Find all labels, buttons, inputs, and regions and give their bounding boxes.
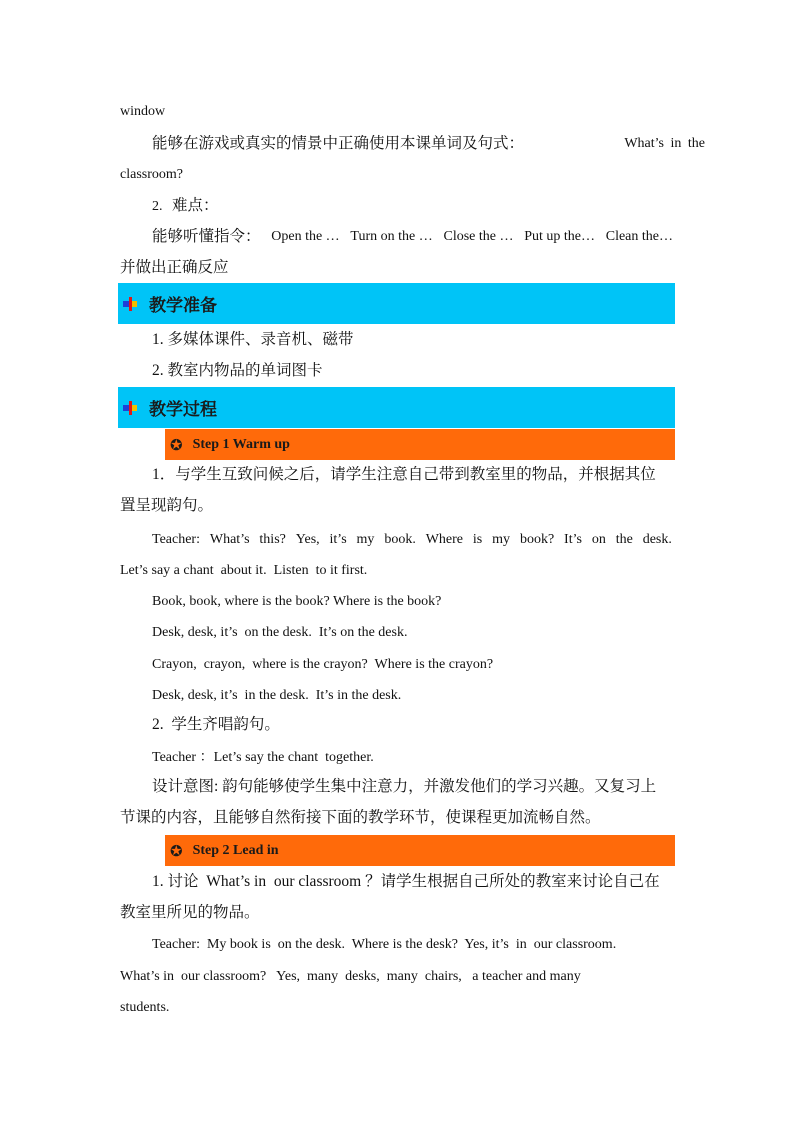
star-circle-icon: ✪ xyxy=(170,841,183,860)
step-title-2: Step 2 Lead in xyxy=(192,842,279,858)
prep-item: 2. 教室内物品的单词图卡 xyxy=(152,362,323,379)
command-item: Turn on the … xyxy=(350,229,433,244)
word: it’s xyxy=(329,532,347,547)
step2-teacher-line-3: students. xyxy=(120,1000,170,1015)
word: Yes, xyxy=(295,532,320,547)
step2-paragraph-1a: 1. 讨论 What’s in our classroom ？请学生根据自己所处的教室来讨论自己在 xyxy=(152,873,660,890)
command-item: Open the … xyxy=(271,229,340,244)
goal-text-en: What’s in the xyxy=(624,136,705,151)
difficulty-heading xyxy=(152,197,219,216)
section-title-prep: 教学准备 xyxy=(149,296,217,316)
colored-squares-icon xyxy=(123,401,137,415)
prep-item: 1. 多媒体课件、录音机、磁带 xyxy=(152,331,354,348)
step2-paragraph-1b: 教室里所见的物品。 xyxy=(120,904,260,921)
difficulty-label: 难点： xyxy=(172,197,219,214)
word: this? xyxy=(259,532,286,547)
chant-line: Crayon, crayon, where is the crayon? Where is the crayon? xyxy=(152,657,494,672)
colored-squares-icon xyxy=(123,297,137,311)
step1-teacher-line-3: Teacher ：Let’s say the chant together. xyxy=(152,750,374,765)
star-circle-icon: ✪ xyxy=(170,435,183,454)
step1-paragraph-1b: 置呈现韵句。 xyxy=(120,497,214,514)
word: on xyxy=(591,532,606,547)
word: my xyxy=(356,532,375,547)
goal-line-2: classroom? xyxy=(120,167,183,182)
word: the xyxy=(615,532,633,547)
goal-text-cn: 能够在游戏或真实的情景中正确使用本课单词及句式： xyxy=(152,135,525,152)
step-bar-2 xyxy=(165,835,675,866)
word: Teacher: xyxy=(152,532,200,547)
word: book? xyxy=(519,532,555,547)
step-title-1: Step 1 Warm up xyxy=(192,436,290,452)
command-item: Clean the… xyxy=(605,229,673,244)
word: my xyxy=(492,532,511,547)
difficulty-number: 2. xyxy=(152,199,163,214)
word: is xyxy=(472,532,483,547)
word: desk. xyxy=(642,532,672,547)
chant-line: Desk, desk, it’s on the desk. It’s on the desk. xyxy=(152,625,408,640)
step1-paragraph-1a: 1．与学生互致问候之后，请学生注意自己带到教室里的物品，并根据其位 xyxy=(152,466,656,483)
step1-teacher-line-1 xyxy=(152,531,672,549)
step1-paragraph-2: 2. 学生齐唱韵句。 xyxy=(152,716,280,733)
section-title-process: 教学过程 xyxy=(149,400,217,420)
design-intent-line-2: 节课的内容，且能够自然衔接下面的教学环节，使课程更加流畅自然。 xyxy=(120,809,601,826)
text-window: window xyxy=(120,104,166,119)
word: book. xyxy=(384,532,416,547)
step-bar-1 xyxy=(165,429,675,460)
command-item: Close the … xyxy=(443,229,514,244)
command-item: Put up the… xyxy=(524,229,595,244)
design-intent-line-1: 设计意图: 韵句能够使学生集中注意力，并激发他们的学习兴趣。又复习上 xyxy=(152,778,657,795)
command-lead: 能够听懂指令： xyxy=(152,228,261,245)
chant-line: Desk, desk, it’s in the desk. It’s in the desk. xyxy=(152,688,402,703)
command-line-2: 并做出正确反应 xyxy=(120,259,229,276)
chant-line: Book, book, where is the book? Where is the book? xyxy=(152,594,442,609)
command-line-1 xyxy=(152,228,673,246)
word: Where xyxy=(425,532,464,547)
step2-teacher-line-1: Teacher: My book is on the desk. Where is the desk? Yes, it’s in our classroom. xyxy=(152,937,617,952)
step1-teacher-line-2: Let’s say a chant about it. Listen to it first. xyxy=(120,563,368,578)
word: It’s xyxy=(564,532,582,547)
word: What’s xyxy=(209,532,250,547)
section-banner-prep xyxy=(118,283,675,324)
step2-teacher-line-2: What’s in our classroom? Yes, many desks, many chairs, a teacher and many xyxy=(120,969,581,984)
goal-line-1 xyxy=(152,135,705,153)
section-banner-process xyxy=(118,387,675,428)
